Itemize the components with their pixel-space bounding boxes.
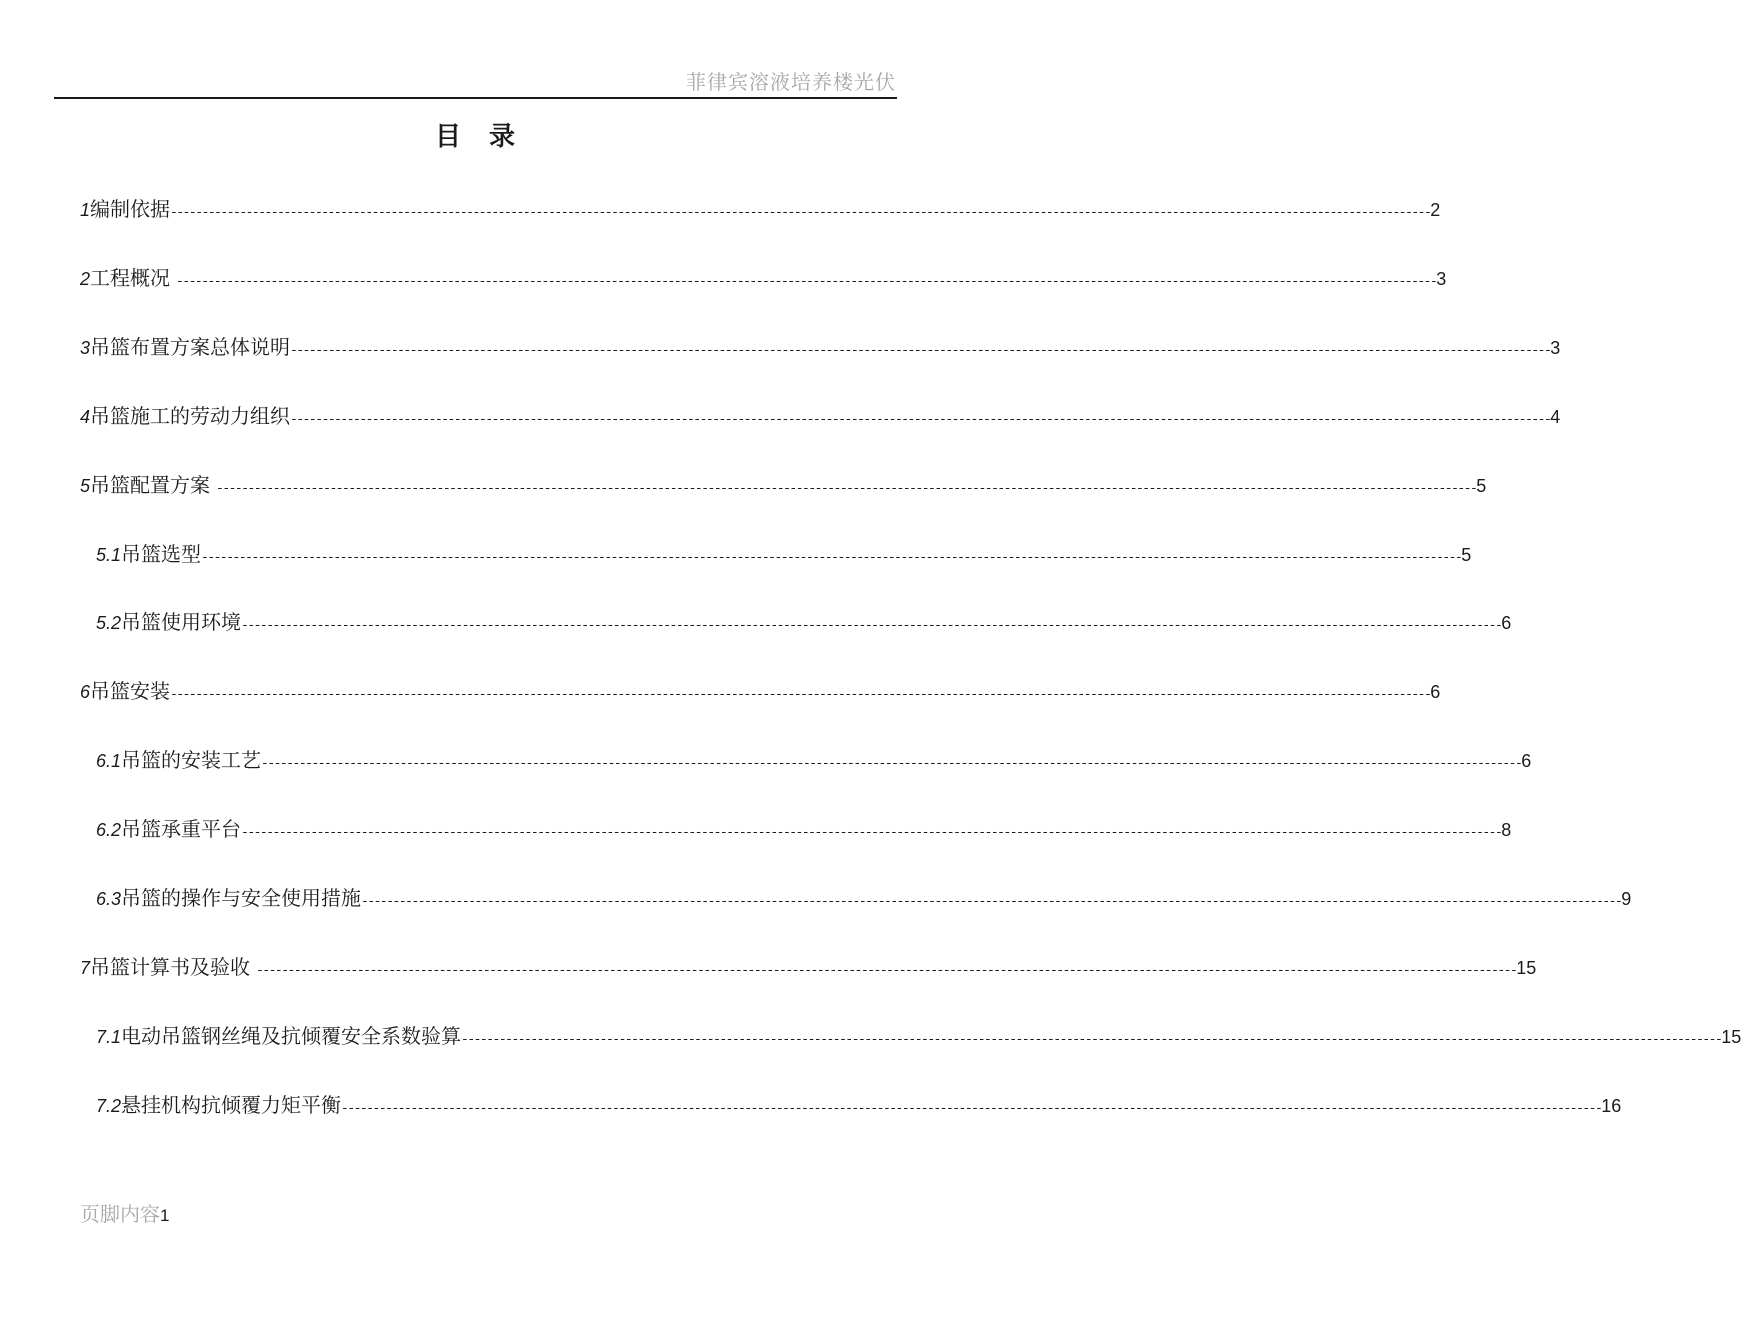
toc-entry-page: 4 <box>1550 407 1561 427</box>
toc-entry-leader: -------------------------------------------------------------------------------------------------------------------------------------------------------------------------------------------------------- <box>261 756 1522 771</box>
toc-entry[interactable] <box>96 1020 1741 1050</box>
toc-entry-number: 5 <box>80 476 91 496</box>
toc-entry-label: 电动吊篮钢丝绳及抗倾覆安全系数验算 <box>121 1024 462 1048</box>
toc-entry-number: 2 <box>80 269 91 289</box>
toc-entry-leader: -------------------------------------------------------------------------------------------------------------------------------------------------------------------------------------------------------- <box>216 481 1477 496</box>
footer-label: 页脚内容 <box>80 1202 160 1226</box>
toc-entry-page: 9 <box>1621 889 1632 909</box>
toc-entry-label: 吊篮配置方案 <box>90 473 211 497</box>
toc-entry-number: 7.1 <box>96 1027 122 1047</box>
toc-entry-page: 6 <box>1430 682 1441 702</box>
toc-entry-page: 5 <box>1476 476 1487 496</box>
toc-entry-label: 吊篮布置方案总体说明 <box>90 335 291 359</box>
toc-entry-page: 6 <box>1521 751 1532 771</box>
toc-title: 目录 <box>434 122 543 152</box>
toc-entry-leader: -------------------------------------------------------------------------------------------------------------------------------------------------------------------------------------------------------- <box>256 963 1517 978</box>
toc-entry[interactable] <box>80 331 1561 361</box>
toc-entry-leader: -------------------------------------------------------------------------------------------------------------------------------------------------------------------------------------------------------- <box>176 274 1437 289</box>
toc-entry-number: 6 <box>80 682 91 702</box>
toc-entry-leader: -------------------------------------------------------------------------------------------------------------------------------------------------------------------------------------------------------- <box>461 1032 1722 1047</box>
toc-entry-page: 8 <box>1501 820 1512 840</box>
toc-entry-label: 吊篮计算书及验收 <box>90 955 251 979</box>
toc-entry-label: 吊篮承重平台 <box>121 817 242 841</box>
toc-entry-page: 6 <box>1501 613 1512 633</box>
toc-entry-page: 5 <box>1461 545 1472 565</box>
page-footer <box>80 1198 169 1227</box>
toc-entry-page: 15 <box>1516 958 1537 978</box>
toc-entry-label: 吊篮选型 <box>121 542 202 566</box>
toc-entry[interactable] <box>80 400 1561 430</box>
toc-entry-leader: -------------------------------------------------------------------------------------------------------------------------------------------------------------------------------------------------------- <box>241 618 1502 633</box>
toc-entry-label: 吊篮的安装工艺 <box>121 748 262 772</box>
toc-entry-label: 吊篮施工的劳动力组织 <box>90 404 291 428</box>
toc-entry-label: 悬挂机构抗倾覆力矩平衡 <box>121 1093 342 1117</box>
toc-entry-number: 4 <box>80 407 91 427</box>
toc-entry-leader: -------------------------------------------------------------------------------------------------------------------------------------------------------------------------------------------------------- <box>361 894 1622 909</box>
toc-entry[interactable] <box>80 675 1441 705</box>
toc-entry-label: 吊篮使用环境 <box>121 610 242 634</box>
toc-entry[interactable] <box>96 882 1632 912</box>
toc-entry-number: 3 <box>80 338 91 358</box>
toc-entry-leader: -------------------------------------------------------------------------------------------------------------------------------------------------------------------------------------------------------- <box>201 550 1462 565</box>
toc-entry-number: 7 <box>80 958 91 978</box>
toc-entry-number: 6.3 <box>96 889 122 909</box>
toc-entry-label: 吊篮安装 <box>90 679 171 703</box>
toc-entry-leader: -------------------------------------------------------------------------------------------------------------------------------------------------------------------------------------------------------- <box>341 1101 1602 1116</box>
toc-entry[interactable] <box>96 538 1472 568</box>
toc-entry-leader: -------------------------------------------------------------------------------------------------------------------------------------------------------------------------------------------------------- <box>170 687 1431 702</box>
toc-entry[interactable] <box>96 1089 1622 1119</box>
toc-entry-label: 编制依据 <box>90 197 171 221</box>
toc-entry[interactable] <box>96 606 1512 636</box>
toc-entry-number: 6.2 <box>96 820 122 840</box>
toc-entry-page: 2 <box>1430 200 1441 220</box>
toc-entry-label: 工程概况 <box>90 266 171 290</box>
toc-entry-leader: -------------------------------------------------------------------------------------------------------------------------------------------------------------------------------------------------------- <box>290 343 1551 358</box>
toc-entry-number: 5.1 <box>96 545 122 565</box>
toc-entry[interactable] <box>80 262 1447 292</box>
toc-entry[interactable] <box>96 744 1532 774</box>
toc-entry[interactable] <box>80 469 1487 499</box>
toc-entry-leader: -------------------------------------------------------------------------------------------------------------------------------------------------------------------------------------------------------- <box>241 825 1502 840</box>
toc-entry-number: 1 <box>80 200 91 220</box>
toc-entry[interactable] <box>80 951 1537 981</box>
toc-entry-page: 3 <box>1550 338 1561 358</box>
toc-entry-number: 7.2 <box>96 1096 122 1116</box>
toc-entry-number: 6.1 <box>96 751 122 771</box>
page-header: 菲律宾溶液培养楼光伏 <box>686 70 896 94</box>
toc-entry-page: 3 <box>1436 269 1447 289</box>
toc-entry-page: 15 <box>1721 1027 1741 1047</box>
header-divider <box>54 97 897 99</box>
toc-entry[interactable] <box>96 813 1512 843</box>
toc-entry-page: 16 <box>1601 1096 1622 1116</box>
toc-entry-leader: -------------------------------------------------------------------------------------------------------------------------------------------------------------------------------------------------------- <box>170 205 1431 220</box>
toc-entry-number: 5.2 <box>96 613 122 633</box>
toc-entry-label: 吊篮的操作与安全使用措施 <box>121 886 362 910</box>
toc-entry[interactable] <box>80 193 1441 223</box>
toc-entry-leader: -------------------------------------------------------------------------------------------------------------------------------------------------------------------------------------------------------- <box>290 412 1551 427</box>
footer-page-number: 1 <box>160 1206 170 1225</box>
